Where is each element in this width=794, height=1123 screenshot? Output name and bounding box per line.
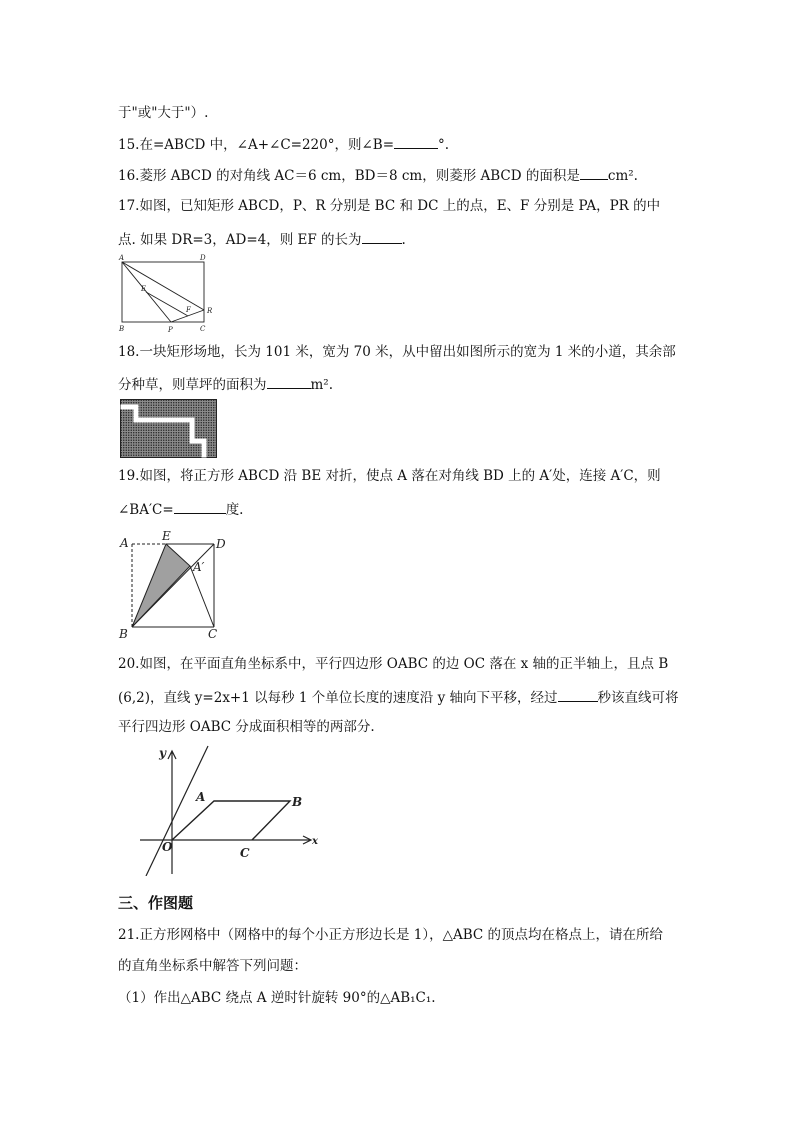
q17-period: .: [401, 232, 406, 248]
label-d: D: [216, 537, 226, 551]
line-y-2x-1: [146, 746, 208, 876]
q18-text: 分种草，则草坪的面积为: [118, 377, 267, 393]
parallelogram-oabc: [172, 801, 290, 840]
question-19-line1: 19.如图，将正方形 ABCD 沿 BE 对折，使点 A 落在对角线 BD 上的 A′处，连接 A′C，则: [118, 468, 661, 484]
label-a: A: [119, 254, 125, 262]
q19-text: ∠BA′C=: [118, 502, 174, 518]
q18-unit: m².: [310, 377, 334, 393]
label-c: C: [240, 846, 250, 860]
label-a: A: [196, 790, 206, 804]
label-b: B: [292, 795, 303, 809]
q16-text: 16.菱形 ABCD 的对角线 AC＝6 cm，BD＝8 cm，则菱形 ABCD 的面积是: [118, 168, 580, 184]
question-21-line1: 21.正方形网格中（网格中的每个小正方形边长是 1），△ABC 的顶点均在格点上，请在所给: [118, 927, 664, 943]
label-r: R: [207, 307, 213, 315]
label-b: B: [119, 627, 128, 641]
q15-answer-blank[interactable]: [394, 134, 438, 149]
q16-unit: cm².: [607, 168, 638, 184]
segment-a2c: [190, 566, 214, 627]
question-20-line1: 20.如图，在平面直角坐标系中，平行四边形 OABC 的边 OC 落在 x 轴的正半轴上，且点 B: [118, 656, 669, 672]
label-c: C: [208, 627, 218, 641]
label-b: B: [119, 325, 125, 333]
figure-18-lawn: [120, 399, 218, 459]
figure-20-coordinate: [138, 744, 328, 876]
q20-text-cont: 秒该直线可将: [597, 690, 679, 706]
question-20-line2: [118, 687, 679, 707]
segment-ar: [122, 262, 204, 310]
label-f: F: [186, 306, 191, 314]
question-18-line1: 18.一块矩形场地，长为 101 米，宽为 70 米，从中留出如图所示的宽为 1 米的小道，其余部: [118, 344, 676, 360]
q15-unit: °.: [438, 137, 450, 153]
section-3-heading: 三、作图题: [118, 894, 194, 912]
label-e: E: [141, 285, 147, 293]
label-o: O: [162, 840, 173, 854]
q18-answer-blank[interactable]: [267, 374, 311, 389]
label-d: D: [200, 254, 206, 262]
q19-unit: 度.: [225, 502, 244, 518]
question-18-line2: [118, 374, 333, 394]
q15-text: 15.在=ABCD 中，∠A+∠C=220°，则∠B=: [118, 137, 395, 153]
rect-abcd: [122, 262, 204, 322]
q19-answer-blank[interactable]: [174, 499, 226, 514]
segment-ef: [146, 292, 188, 316]
question-15: [118, 134, 449, 154]
q14-continuation: 于"或"大于"）.: [118, 105, 209, 121]
q20-text: (6,2)，直线 y=2x+1 以每秒 1 个单位长度的速度沿 y 轴向下平移，经过: [118, 690, 558, 706]
question-21-line2: 的直角坐标系中解答下列问题：: [118, 958, 307, 974]
label-e: E: [162, 529, 171, 543]
q20-answer-blank[interactable]: [558, 687, 598, 702]
question-17-line2: [118, 229, 406, 249]
question-19-line2: [118, 499, 243, 519]
question-17-line1: 17.如图，已知矩形 ABCD，P、R 分别是 BC 和 DC 上的点，E、F 分别是 PA，PR 的中: [118, 198, 661, 214]
q17-answer-blank[interactable]: [362, 229, 402, 244]
figure-19-square: [116, 527, 230, 643]
q17-text: 点. 如果 DR=3，AD=4，则 EF 的长为: [118, 232, 362, 248]
label-x: x: [312, 836, 318, 847]
question-21-part1: （1）作出△ABC 绕点 A 逆时针旋转 90°的△AB₁C₁.: [118, 990, 436, 1006]
label-a-prime: A′: [193, 560, 205, 574]
question-16: [118, 165, 638, 185]
folded-triangle: [132, 544, 190, 627]
label-a: A: [120, 536, 129, 550]
question-20-line3: 平行四边形 OABC 分成面积相等的两部分.: [118, 719, 375, 735]
label-c: C: [200, 325, 206, 333]
label-p: P: [168, 326, 173, 334]
figure-17-rectangle: [114, 252, 218, 336]
label-y: y: [159, 746, 166, 760]
q16-answer-blank[interactable]: [580, 165, 608, 180]
